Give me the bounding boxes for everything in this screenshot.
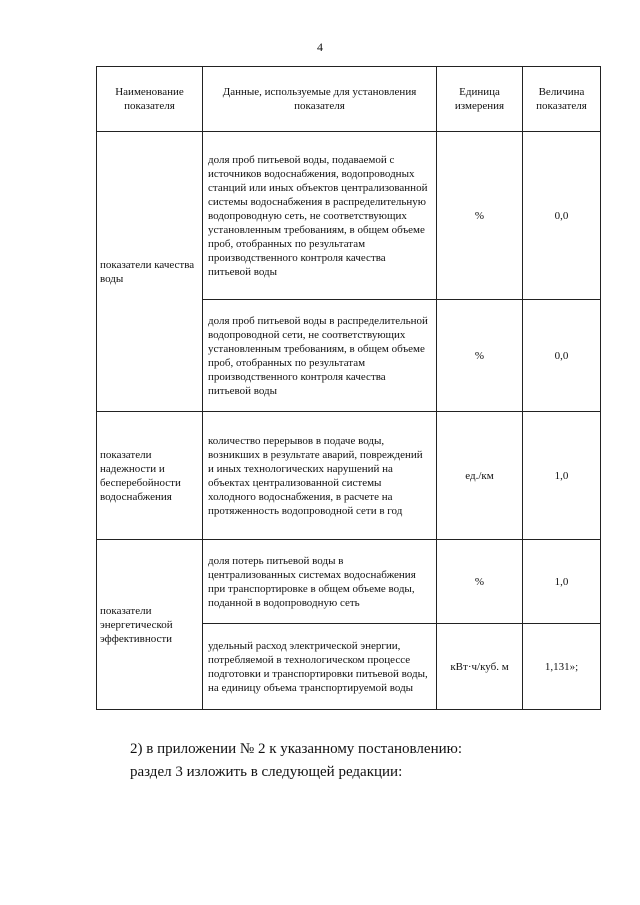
amendment-line-1: 2) в приложении № 2 к указанному постановлению: <box>130 741 462 757</box>
table-header-row <box>97 67 601 132</box>
row-unit: % <box>437 300 523 412</box>
table-row <box>97 132 601 300</box>
row-data-text: удельный расход электрической энергии, потребляемой в технологическом процессе подготовки и транспортировки питьевой воды, на единицу объема транспортируемой воды <box>203 624 437 710</box>
header-unit: Единица измерения <box>437 67 523 132</box>
page-number: 4 <box>317 40 323 54</box>
row-data-text: доля проб питьевой воды, подаваемой с источников водоснабжения, водопроводных станций или иных объектов централизованной системы водоснабжения в распределительную водопроводную сеть, не соответствующих установленным требованиям, в общем объеме проб, отобранных по результатам производственного контроля качества питьевой воды <box>203 132 437 300</box>
row-value: 1,0 <box>523 412 601 540</box>
row-data-text: доля потерь питьевой воды в централизованных системах водоснабжения при транспортировке в общем объеме воды, поданной в водопроводную сеть <box>203 540 437 624</box>
row-data-text: доля проб питьевой воды в распределительной водопроводной сети, не соответствующих установленным требованиям, в общем объеме проб, отобранных по результатам производственного контроля качества питьевой воды <box>203 300 437 412</box>
indicators-table <box>96 66 601 710</box>
header-indicator-name: Наименование показателя <box>97 67 203 132</box>
row-value: 1,131»; <box>523 624 601 710</box>
row-value: 0,0 <box>523 300 601 412</box>
header-data-used: Данные, используемые для установления показателя <box>203 67 437 132</box>
row-data-text: количество перерывов в подаче воды, возникших в результате аварий, повреждений и иных технологических нарушений на объектах централизованной системы холодного водоснабжения, в расчете на протяженность водопроводной сети в год <box>203 412 437 540</box>
group-water-quality: показатели качества воды <box>97 132 203 412</box>
header-value: Величина показателя <box>523 67 601 132</box>
row-unit: ед./км <box>437 412 523 540</box>
amendment-line-2: раздел 3 изложить в следующей редакции: <box>130 764 403 780</box>
amendment-text <box>130 738 600 784</box>
group-energy-efficiency: показатели энергетической эффективности <box>97 540 203 710</box>
group-reliability: показатели надежности и бесперебойности водоснабжения <box>97 412 203 540</box>
row-unit: кВт·ч/куб. м <box>437 624 523 710</box>
row-unit: % <box>437 540 523 624</box>
row-value: 0,0 <box>523 132 601 300</box>
row-value: 1,0 <box>523 540 601 624</box>
table-row <box>97 412 601 540</box>
table-row <box>97 540 601 624</box>
row-unit: % <box>437 132 523 300</box>
